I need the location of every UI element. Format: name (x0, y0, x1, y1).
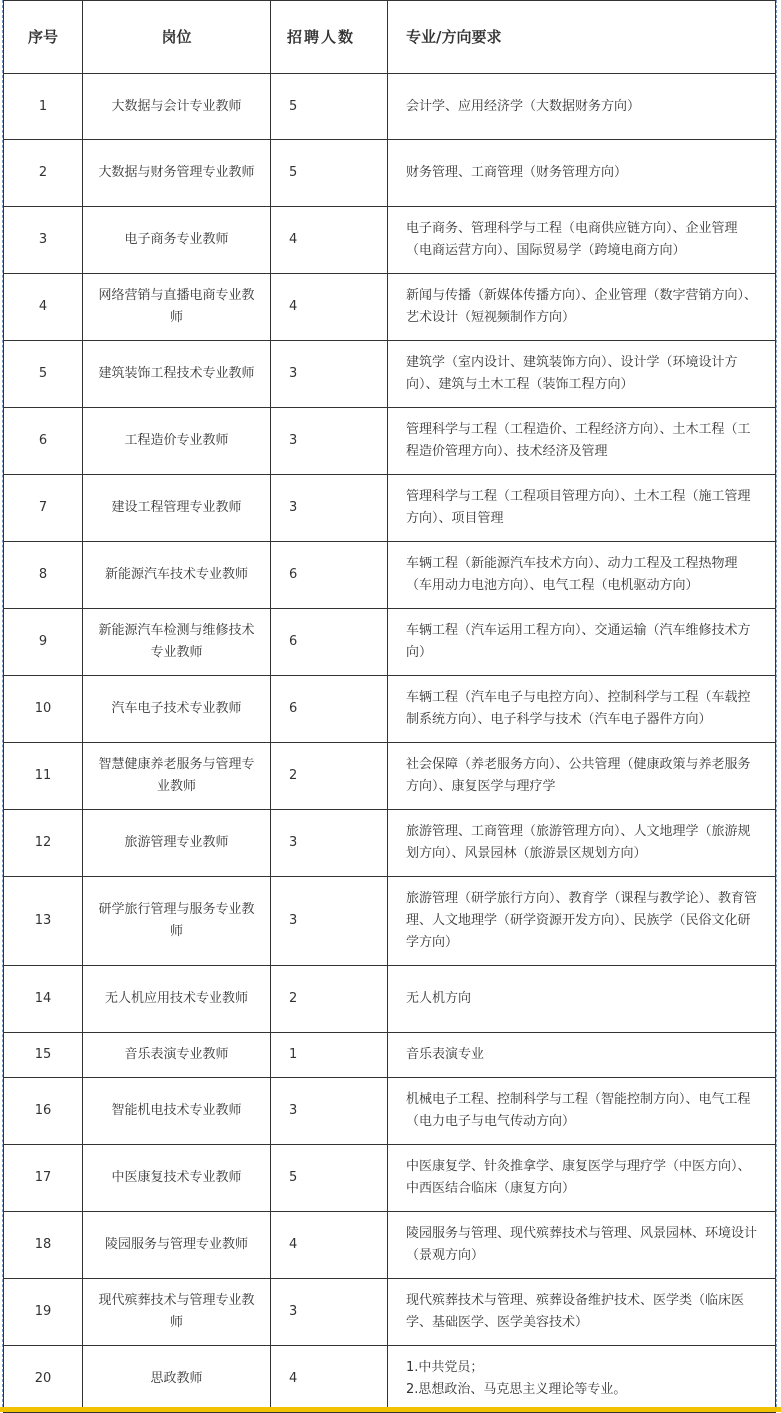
row-requirement (388, 1346, 776, 1413)
row-position: 电子商务专业教师 (83, 207, 271, 274)
row-position: 大数据与会计专业教师 (83, 74, 271, 140)
row-count: 1 (271, 1033, 388, 1078)
table-row (4, 408, 776, 475)
row-requirement: 新闻与传播（新媒体传播方向）、企业管理（数字营销方向）、艺术设计（短视频制作方向） (388, 274, 776, 341)
header-position: 岗位 (83, 1, 271, 74)
row-position: 音乐表演专业教师 (83, 1033, 271, 1078)
row-position: 思政教师 (83, 1346, 271, 1413)
row-count: 5 (271, 74, 388, 140)
table-body (4, 74, 776, 1413)
row-count: 3 (271, 408, 388, 475)
row-requirement: 无人机方向 (388, 966, 776, 1033)
row-index: 16 (4, 1078, 83, 1145)
row-position: 网络营销与直播电商专业教师 (83, 274, 271, 341)
table-row (4, 966, 776, 1033)
row-requirement: 旅游管理（研学旅行方向）、教育学（课程与教学论）、教育管理、人文地理学（研学资源开发方向）、民族学（民俗文化研学方向） (388, 877, 776, 966)
row-position: 汽车电子技术专业教师 (83, 676, 271, 743)
row-requirement: 管理科学与工程（工程造价、工程经济方向）、土木工程（工程造价管理方向）、技术经济及管理 (388, 408, 776, 475)
table-row (4, 1145, 776, 1212)
row-index: 3 (4, 207, 83, 274)
row-requirement: 管理科学与工程（工程项目管理方向）、土木工程（施工管理方向）、项目管理 (388, 475, 776, 542)
row-count: 4 (271, 274, 388, 341)
table-row (4, 676, 776, 743)
table-row (4, 274, 776, 341)
bottom-accent-bar (0, 1407, 781, 1412)
requirement-line: 2.思想政治、马克思主义理论等专业。 (406, 1382, 627, 1397)
row-index: 18 (4, 1212, 83, 1279)
table-row (4, 1033, 776, 1078)
row-requirement: 车辆工程（汽车运用工程方向）、交通运输（汽车维修技术方向） (388, 609, 776, 676)
row-count: 6 (271, 676, 388, 743)
row-requirement: 陵园服务与管理、现代殡葬技术与管理、风景园林、环境设计（景观方向） (388, 1212, 776, 1279)
row-requirement: 音乐表演专业 (388, 1033, 776, 1078)
table-row (4, 341, 776, 408)
table-row (4, 810, 776, 877)
row-position: 陵园服务与管理专业教师 (83, 1212, 271, 1279)
row-index: 2 (4, 140, 83, 207)
row-position: 建筑装饰工程技术专业教师 (83, 341, 271, 408)
table-header-row (4, 1, 776, 74)
row-position: 中医康复技术专业教师 (83, 1145, 271, 1212)
table-row (4, 74, 776, 140)
row-requirement: 机械电子工程、控制科学与工程（智能控制方向）、电气工程（电力电子与电气传动方向） (388, 1078, 776, 1145)
row-index: 6 (4, 408, 83, 475)
row-requirement: 社会保障（养老服务方向）、公共管理（健康政策与养老服务方向）、康复医学与理疗学 (388, 743, 776, 810)
table-row (4, 207, 776, 274)
row-requirement: 电子商务、管理科学与工程（电商供应链方向）、企业管理（电商运营方向）、国际贸易学（跨境电商方向） (388, 207, 776, 274)
table-row (4, 475, 776, 542)
row-count: 2 (271, 966, 388, 1033)
row-requirement: 车辆工程（新能源汽车技术方向）、动力工程及工程热物理（车用动力电池方向）、电气工程（电机驱动方向） (388, 542, 776, 609)
row-index: 17 (4, 1145, 83, 1212)
row-index: 15 (4, 1033, 83, 1078)
row-count: 4 (271, 1212, 388, 1279)
row-position: 现代殡葬技术与管理专业教师 (83, 1279, 271, 1346)
row-count: 6 (271, 609, 388, 676)
row-index: 1 (4, 74, 83, 140)
table-row (4, 1212, 776, 1279)
row-index: 9 (4, 609, 83, 676)
row-position: 工程造价专业教师 (83, 408, 271, 475)
header-requirement: 专业/方向要求 (388, 1, 776, 74)
row-position: 研学旅行管理与服务专业教师 (83, 877, 271, 966)
row-count: 3 (271, 877, 388, 966)
row-count: 5 (271, 140, 388, 207)
row-index: 12 (4, 810, 83, 877)
row-position: 新能源汽车技术专业教师 (83, 542, 271, 609)
row-count: 4 (271, 1346, 388, 1413)
row-index: 4 (4, 274, 83, 341)
row-index: 11 (4, 743, 83, 810)
row-count: 4 (271, 207, 388, 274)
header-count: 招聘人数 (271, 1, 388, 74)
table-row (4, 743, 776, 810)
row-requirement: 旅游管理、工商管理（旅游管理方向）、人文地理学（旅游规划方向）、风景园林（旅游景区规划方向） (388, 810, 776, 877)
row-index: 13 (4, 877, 83, 966)
header-index: 序号 (4, 1, 83, 74)
row-index: 14 (4, 966, 83, 1033)
row-requirement: 中医康复学、针灸推拿学、康复医学与理疗学（中医方向）、中西医结合临床（康复方向） (388, 1145, 776, 1212)
row-index: 19 (4, 1279, 83, 1346)
row-index: 5 (4, 341, 83, 408)
row-count: 6 (271, 542, 388, 609)
row-count: 3 (271, 810, 388, 877)
requirement-line: 1.中共党员； (406, 1360, 484, 1375)
table-row (4, 1078, 776, 1145)
row-count: 5 (271, 1145, 388, 1212)
row-index: 20 (4, 1346, 83, 1413)
table-row (4, 1346, 776, 1413)
row-count: 3 (271, 341, 388, 408)
row-count: 3 (271, 1279, 388, 1346)
row-requirement: 建筑学（室内设计、建筑装饰方向）、设计学（环境设计方向）、建筑与土木工程（装饰工程方向） (388, 341, 776, 408)
row-count: 3 (271, 475, 388, 542)
row-position: 智能机电技术专业教师 (83, 1078, 271, 1145)
row-count: 3 (271, 1078, 388, 1145)
row-requirement: 会计学、应用经济学（大数据财务方向） (388, 74, 776, 140)
table-row (4, 140, 776, 207)
row-index: 8 (4, 542, 83, 609)
table-row (4, 877, 776, 966)
row-requirement: 财务管理、工商管理（财务管理方向） (388, 140, 776, 207)
recruitment-table (3, 0, 776, 1413)
row-position: 智慧健康养老服务与管理专业教师 (83, 743, 271, 810)
row-requirement: 车辆工程（汽车电子与电控方向）、控制科学与工程（车载控制系统方向）、电子科学与技术（汽车电子器件方向） (388, 676, 776, 743)
row-index: 10 (4, 676, 83, 743)
row-position: 旅游管理专业教师 (83, 810, 271, 877)
row-position: 无人机应用技术专业教师 (83, 966, 271, 1033)
row-position: 新能源汽车检测与维修技术专业教师 (83, 609, 271, 676)
table-row (4, 609, 776, 676)
row-position: 建设工程管理专业教师 (83, 475, 271, 542)
table-row (4, 542, 776, 609)
table-row (4, 1279, 776, 1346)
row-count: 2 (271, 743, 388, 810)
row-requirement: 现代殡葬技术与管理、殡葬设备维护技术、医学类（临床医学、基础医学、医学美容技术） (388, 1279, 776, 1346)
row-index: 7 (4, 475, 83, 542)
row-position: 大数据与财务管理专业教师 (83, 140, 271, 207)
